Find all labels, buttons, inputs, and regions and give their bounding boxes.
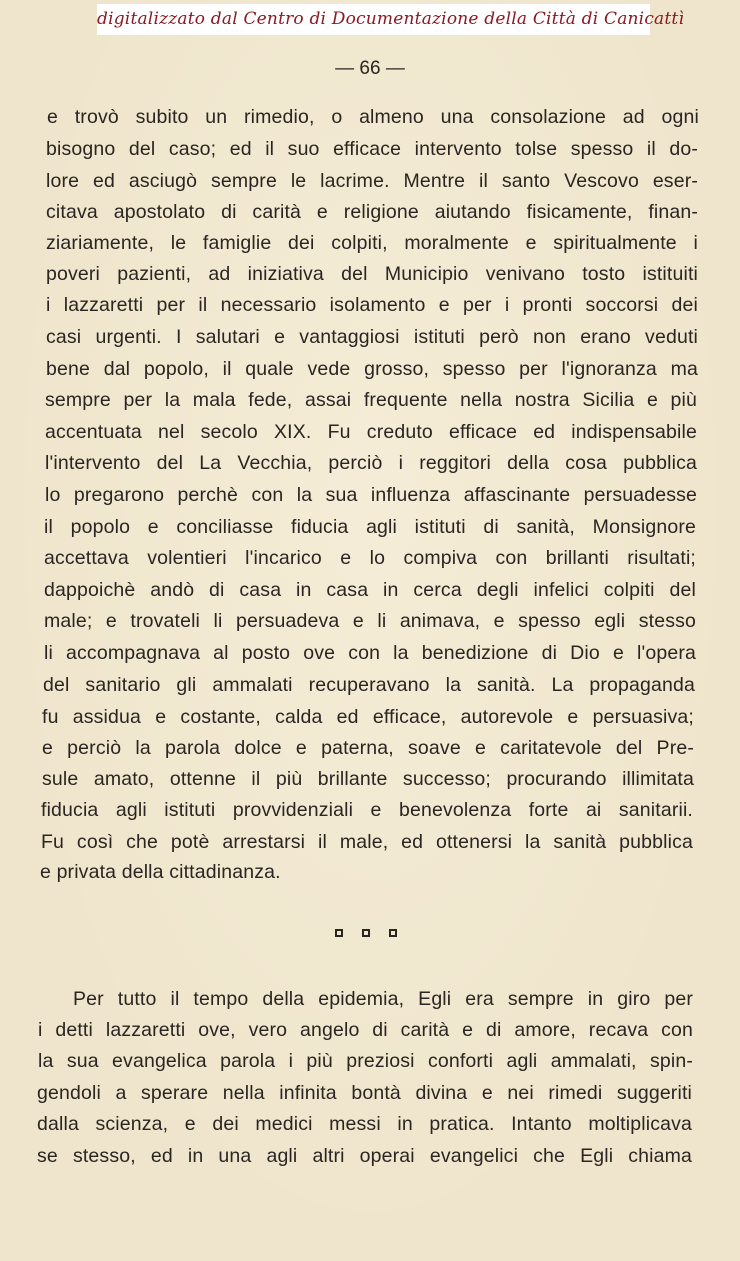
text-line: del sanitario gli ammalati recuperavano la sanità. La propaganda (43, 674, 695, 696)
text-line: Fu così che potè arrestarsi il male, ed ottenersi la sanità pubblica (41, 831, 693, 853)
ornament-square (335, 929, 343, 937)
text-line: fiducia agli istituti provvidenziali e benevolenza forte ai sanitarii. (41, 799, 693, 821)
text-line: se stesso, ed in una agli altri operai evangelici che Egli chiama (37, 1145, 692, 1167)
text-line: lore ed asciugò sempre le lacrime. Mentre il santo Vescovo eser- (46, 170, 698, 192)
text-line: bene dal popolo, il quale vede grosso, spesso per l'ignoranza ma (46, 358, 698, 380)
text-line: i detti lazzaretti ove, vero angelo di carità e di amore, recava con (38, 1019, 693, 1041)
text-line: lo pregarono perchè con la sua influenza affascinante persuadesse (45, 484, 697, 506)
text-line: il popolo e conciliasse fiducia agli istituti di sanità, Monsignore (44, 516, 696, 538)
text-line: male; e trovateli li persuadeva e li animava, e spesso egli stesso (44, 610, 696, 632)
text-line: l'intervento del La Vecchia, perciò i reggitori della cosa pubblica (45, 452, 697, 474)
text-line: dalla scienza, e dei medici messi in pratica. Intanto moltiplicava (37, 1113, 692, 1135)
text-line: accentuata nel secolo XIX. Fu creduto efficace ed indispensabile (45, 421, 697, 443)
text-line: sempre per la mala fede, assai frequente nella nostra Sicilia e più (45, 389, 697, 411)
text-line: bisogno del caso; ed il suo efficace intervento tolse spesso il do- (46, 138, 698, 160)
text-line: sule amato, ottenne il più brillante successo; procurando illimitata (42, 768, 694, 790)
digitization-watermark: digitalizzato dal Centro di Documentazione della Città di Canicattì (97, 4, 650, 35)
text-line: e privata della cittadinanza. (40, 861, 281, 883)
text-line: e perciò la parola dolce e paterna, soave e caritatevole del Pre- (42, 737, 694, 759)
text-line: casi urgenti. I salutari e vantaggiosi istituti però non erano veduti (46, 326, 698, 348)
text-line: poveri pazienti, ad iniziativa del Municipio venivano tosto istituiti (46, 263, 698, 285)
text-line: fu assidua e costante, calda ed efficace, autorevole e persuasiva; (42, 706, 694, 728)
text-line: e trovò subito un rimedio, o almeno una consolazione ad ogni (47, 106, 699, 128)
page-number: — 66 — (335, 58, 405, 79)
text-line: citava apostolato di carità e religione aiutando fisicamente, finan- (46, 201, 698, 223)
text-line: Per tutto il tempo della epidemia, Egli era sempre in giro per (73, 988, 693, 1010)
text-line: gendoli a sperare nella infinita bontà divina e nei rimedi suggeriti (37, 1082, 692, 1104)
text-line: i lazzaretti per il necessario isolamento e per i pronti soccorsi dei (46, 294, 698, 316)
text-line: la sua evangelica parola i più preziosi conforti agli ammalati, spin- (38, 1050, 693, 1072)
ornament-square (362, 929, 370, 937)
text-line: dappoichè andò di casa in casa in cerca degli infelici colpiti del (44, 579, 696, 601)
section-ornament (0, 929, 740, 941)
text-line: ziariamente, le famiglie dei colpiti, moralmente e spiritualmente i (46, 232, 698, 254)
text-line: li accompagnava al posto ove con la benedizione di Dio e l'opera (44, 642, 696, 664)
text-line: accettava volentieri l'incarico e lo compiva con brillanti risultati; (44, 547, 696, 569)
ornament-square (389, 929, 397, 937)
